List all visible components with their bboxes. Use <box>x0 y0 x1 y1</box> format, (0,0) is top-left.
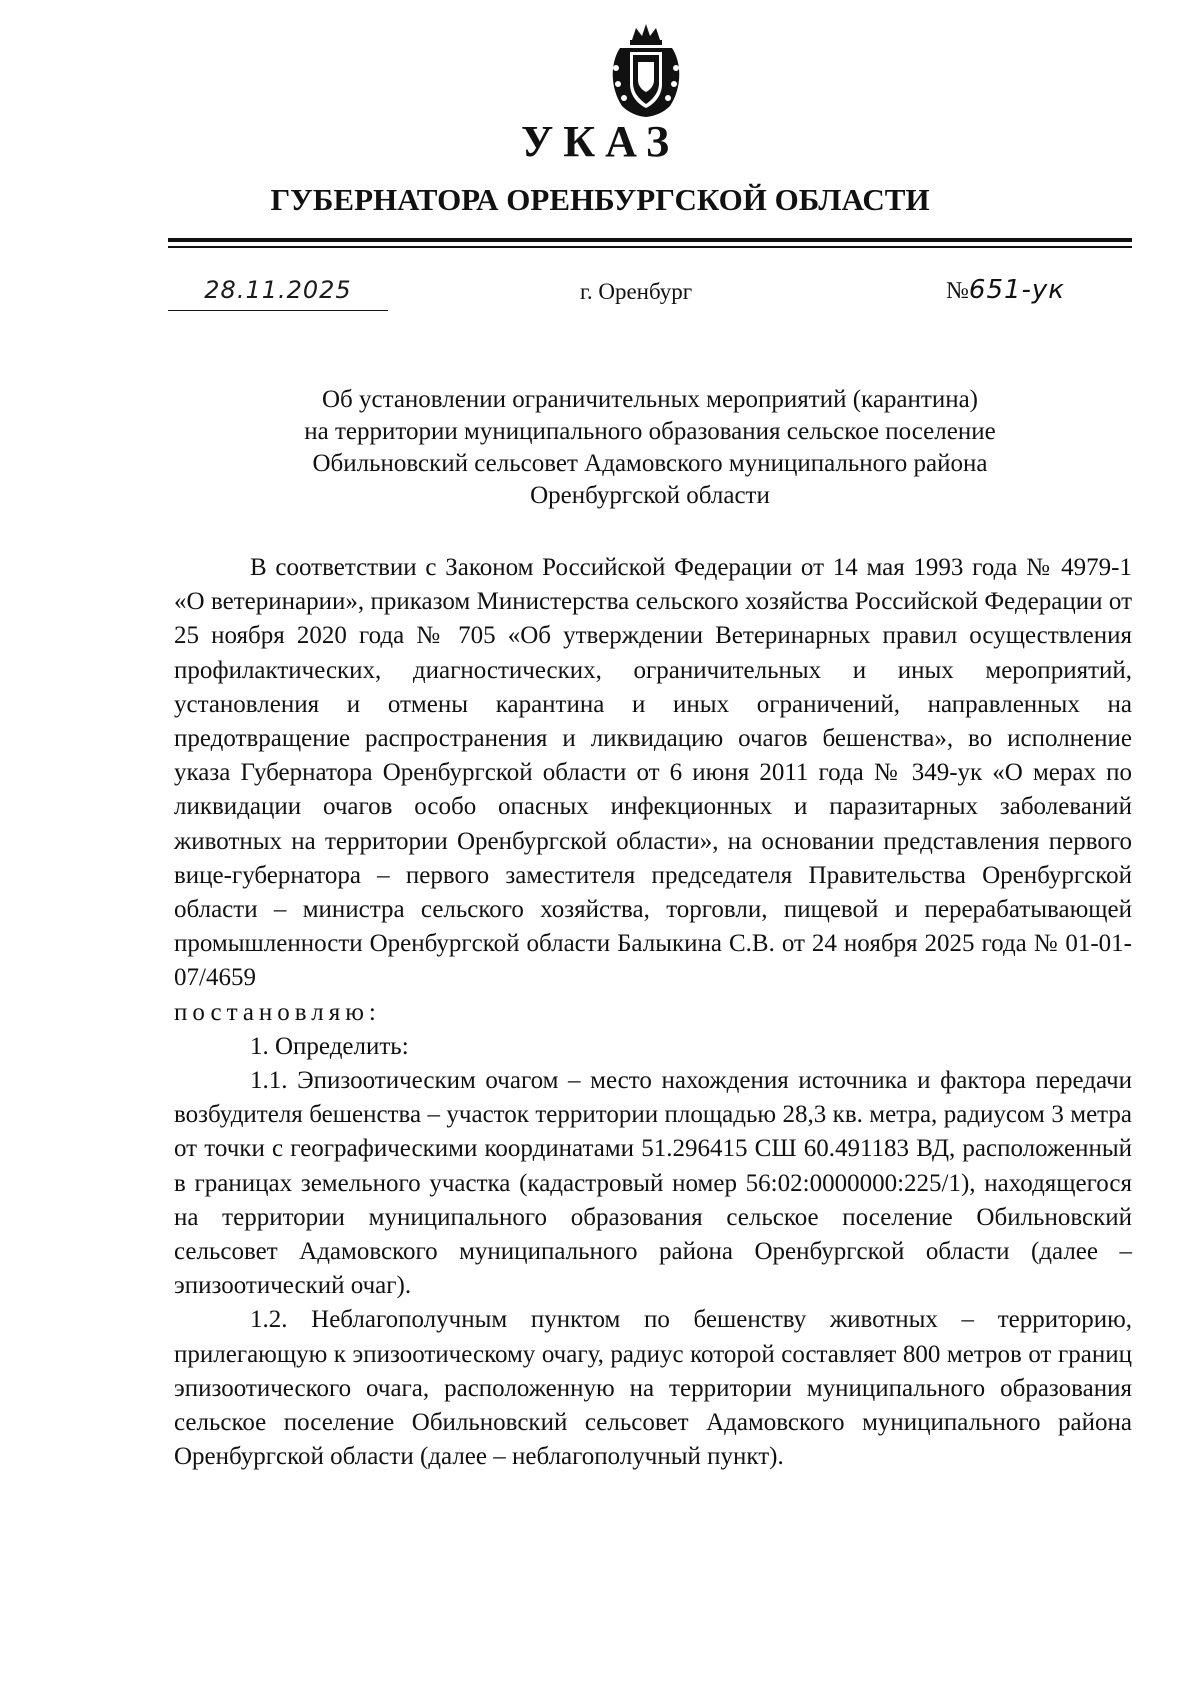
document-type-title: УКАЗ <box>520 117 680 166</box>
item-1: 1. Определить: <box>250 1032 409 1060</box>
coat-of-arms-icon <box>602 18 690 118</box>
header-rule-thick <box>168 238 1132 242</box>
document-body <box>174 551 1132 1474</box>
preamble-paragraph: В соответствии с Законом Российской Федерации от 14 мая 1993 года № 4979-1 «О ветеринарии», приказом Министерства сельского хозяйства Российской Федерации от 25 ноября 2020 года № 705 «Об утверждении Ветеринарных правил осуществления профилактических, диагностических, ограничительных и иных мероприятий, установления и отмены карантина и иных ограничений, направленных на предотвращение распространения и ликвидацию очагов бешенства», во исполнение указа Губернатора Оренбургской области от 6 июня 2011 года № 349-ук «О мерах по ликвидации очагов особо опасных инфекционных и паразитарных заболеваний животных на территории Оренбургской области», на основании представления первого вице-губернатора – первого заместителя председателя Правительства Оренбургской области – министра сельского хозяйства, торговли, пищевой и перерабатывающей промышленности Оренбургской области Балыкина С.В. от 24 ноября 2025 года № 01-01-07/4659 <box>174 554 1132 992</box>
item-1-2: 1.2. Неблагополучным пунктом по бешенству животных – территорию, прилегающую к эпизоотическому очагу, радиус которой составляет 800 метров от границ эпизоотического очага, расположенную на территории муниципального образования сельское поселение Обильновский сельсовет Адамовского муниципального района Оренбургской области (далее – неблагополучный пункт). <box>174 1306 1132 1471</box>
heading-line: на территории муниципального образования сельское поселение <box>304 418 996 445</box>
document-number <box>946 270 1065 311</box>
number-prefix: № <box>946 278 969 304</box>
issuing-authority: ГУБЕРНАТОРА ОРЕНБУРГСКОЙ ОБЛАСТИ <box>270 182 930 217</box>
document-heading <box>170 384 1130 512</box>
heading-line: Оренбургской области <box>530 482 770 509</box>
document-city: г. Оренбург <box>580 279 693 304</box>
document-date: 28.11.2025 <box>168 270 388 311</box>
item-1-1: 1.1. Эпизоотическим очагом – место нахождения источника и фактора передачи возбудителя бешенства – участок территории площадью 28,3 кв. метра, радиусом 3 метра от точки с географическими координатами 51.296415 СШ 60.491183 ВД, расположенный в границах земельного участка (кадастровый номер 56:02:0000000:225/1), находящегося на территории муниципального образования сельское поселение Обильновский сельсовет Адамовского муниципального района Оренбургской области (далее – эпизоотический очаг). <box>174 1067 1132 1300</box>
header-rule-thin <box>168 246 1132 248</box>
number-value: 651-ук <box>968 275 1066 305</box>
decree-word: постановляю: <box>174 998 381 1026</box>
heading-line: Обильновский сельсовет Адамовского муниципального района <box>312 450 988 477</box>
heading-line: Об установлении ограничительных мероприятий (карантина) <box>321 386 979 413</box>
